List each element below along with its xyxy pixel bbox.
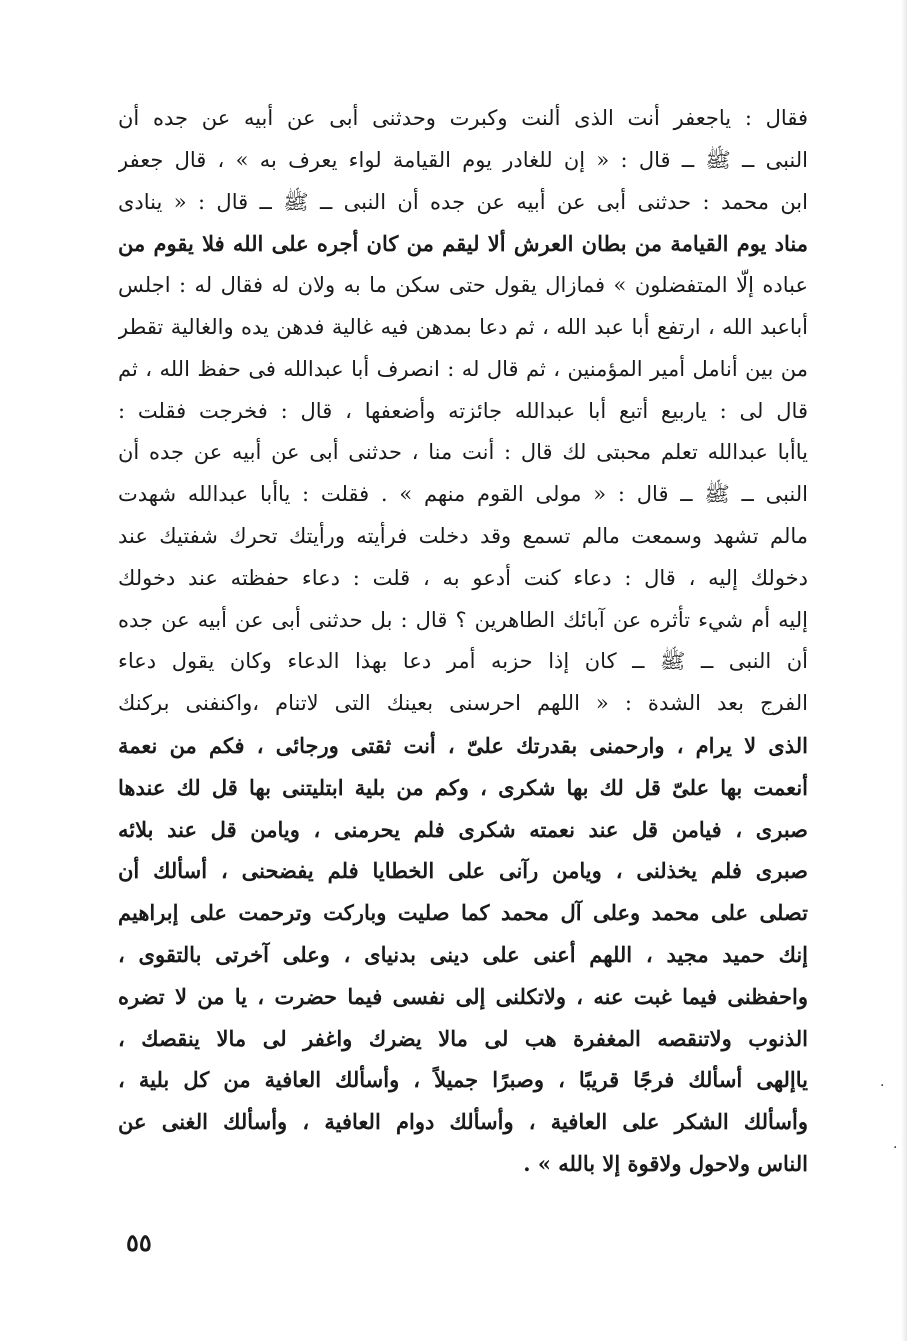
- text-line-4: مناد يوم القيامة من بطان العرش ألا ليقم من كان أجره على الله فلا يقوم من: [118, 231, 808, 257]
- text-line-22: واحفظنى فيما غبت عنه ، ولاتكلنى إلى نفسى فيما حضرت ، يا من لا تضره: [118, 983, 808, 1009]
- text-line-12: دخولك إليه ، قال : دعاء كنت أدعو به ، قلت : دعاء حفظته عند دخولك: [118, 565, 808, 590]
- text-line-3: ابن محمد : حدثنى أبى عن أبيه عن جده أن النبى ــ ﷺ ــ قال : « ينادى: [118, 189, 808, 214]
- text-line-19: صبرى فلم يخذلنى ، ويامن رآنى على الخطايا فلم يفضحنى ، أسألك أن: [118, 858, 808, 884]
- text-line-10: النبى ــ ﷺ ــ قال : « مولى القوم منهم » . فقلت : ياأبا عبدالله شهدت: [118, 482, 808, 507]
- text-line-17: أنعمت بها علىّ قل لك بها شكرى ، وكم من بلية ابتليتنى بها قل لك عندها: [118, 774, 808, 800]
- margin-speck: ·: [893, 1140, 898, 1156]
- text-line-13: إليه أم شيء تأثره عن آبائك الطاهرين ؟ قال : بل حدثنى أبى عن أبيه عن جده: [118, 607, 808, 632]
- text-line-8: قال لى : ياربيع أتبع أبا عبدالله جائزته وأضعفها ، قال : فخرجت فقلت :: [118, 398, 808, 423]
- text-line-18: صبرى ، فيامن قل عند نعمته شكرى فلم يحرمنى ، ويامن قل عند بلائه: [118, 816, 808, 842]
- text-line-16: الذى لا يرام ، وارحمنى بقدرتك علىّ ، أنت ثقتى ورجائى ، فكم من نعمة: [118, 732, 808, 758]
- text-line-11: مالم تشهد وسمعت مالم تسمع وقد دخلت فرأيته ورأيتك تحرك شفتيك عند: [118, 523, 808, 548]
- margin-speck: ·: [880, 1078, 885, 1094]
- text-line-21: إنك حميد مجيد ، اللهم أعنى على دينى بدنياى ، وعلى آخرتى بالتقوى ،: [118, 941, 808, 967]
- body-text: [118, 98, 808, 1185]
- text-line-26: الناس ولاحول ولاقوة إلا بالله » .: [523, 1150, 808, 1176]
- page-number: ٥٥: [126, 1228, 152, 1257]
- page-edge-shadow: [901, 0, 907, 1341]
- text-line-20: تصلى على محمد وعلى آل محمد كما صليت وباركت وترحمت على إبراهيم: [118, 900, 808, 926]
- text-line-7: من بين أنامل أمير المؤمنين ، ثم قال له : انصرف أبا عبدالله فى حفظ الله ، ثم: [118, 356, 808, 381]
- text-line-5: عباده إلّا المتفضلون » فمازال يقول حتى سكن ما به ولان له فقال له : اجلس: [118, 273, 808, 298]
- text-line-24: ياإلهى أسألك فرجًا قريبًا ، وصبرًا جميلاً ، وأسألك العافية من كل بلية ،: [118, 1067, 808, 1093]
- text-line-2: النبى ــ ﷺ ــ قال : « إن للغادر يوم القيامة لواء يعرف به » ، قال جعفر: [118, 147, 808, 172]
- text-line-9: ياأبا عبدالله تعلم محبتى لك قال : أنت منا ، حدثنى أبى عن أبيه عن جده أن: [118, 440, 808, 465]
- text-line-23: الذنوب ولاتنقصه المغفرة هب لى مالا يضرك واغفر لى مالا ينقصك ،: [118, 1025, 808, 1051]
- text-line-25: وأسألك الشكر على العافية ، وأسألك دوام العافية ، وأسألك الغنى عن: [118, 1109, 808, 1135]
- text-line-6: أباعبد الله ، ارتفع أبا عبد الله ، ثم دعا بمدهن فيه غالية فدهن يده والغالية تقطر: [118, 314, 808, 339]
- text-line-14: أن النبى ــ ﷺ ــ كان إذا حزبه أمر دعا بهذا الدعاء وكان يقول دعاء: [118, 649, 808, 674]
- text-line-1: فقال : ياجعفر أنت الذى ألنت وكبرت وحدثنى أبى عن أبيه عن جده أن: [118, 106, 808, 130]
- text-line-15: الفرج بعد الشدة : « اللهم احرسنى بعينك التى لاتنام ،واكنفنى بركنك: [118, 691, 808, 716]
